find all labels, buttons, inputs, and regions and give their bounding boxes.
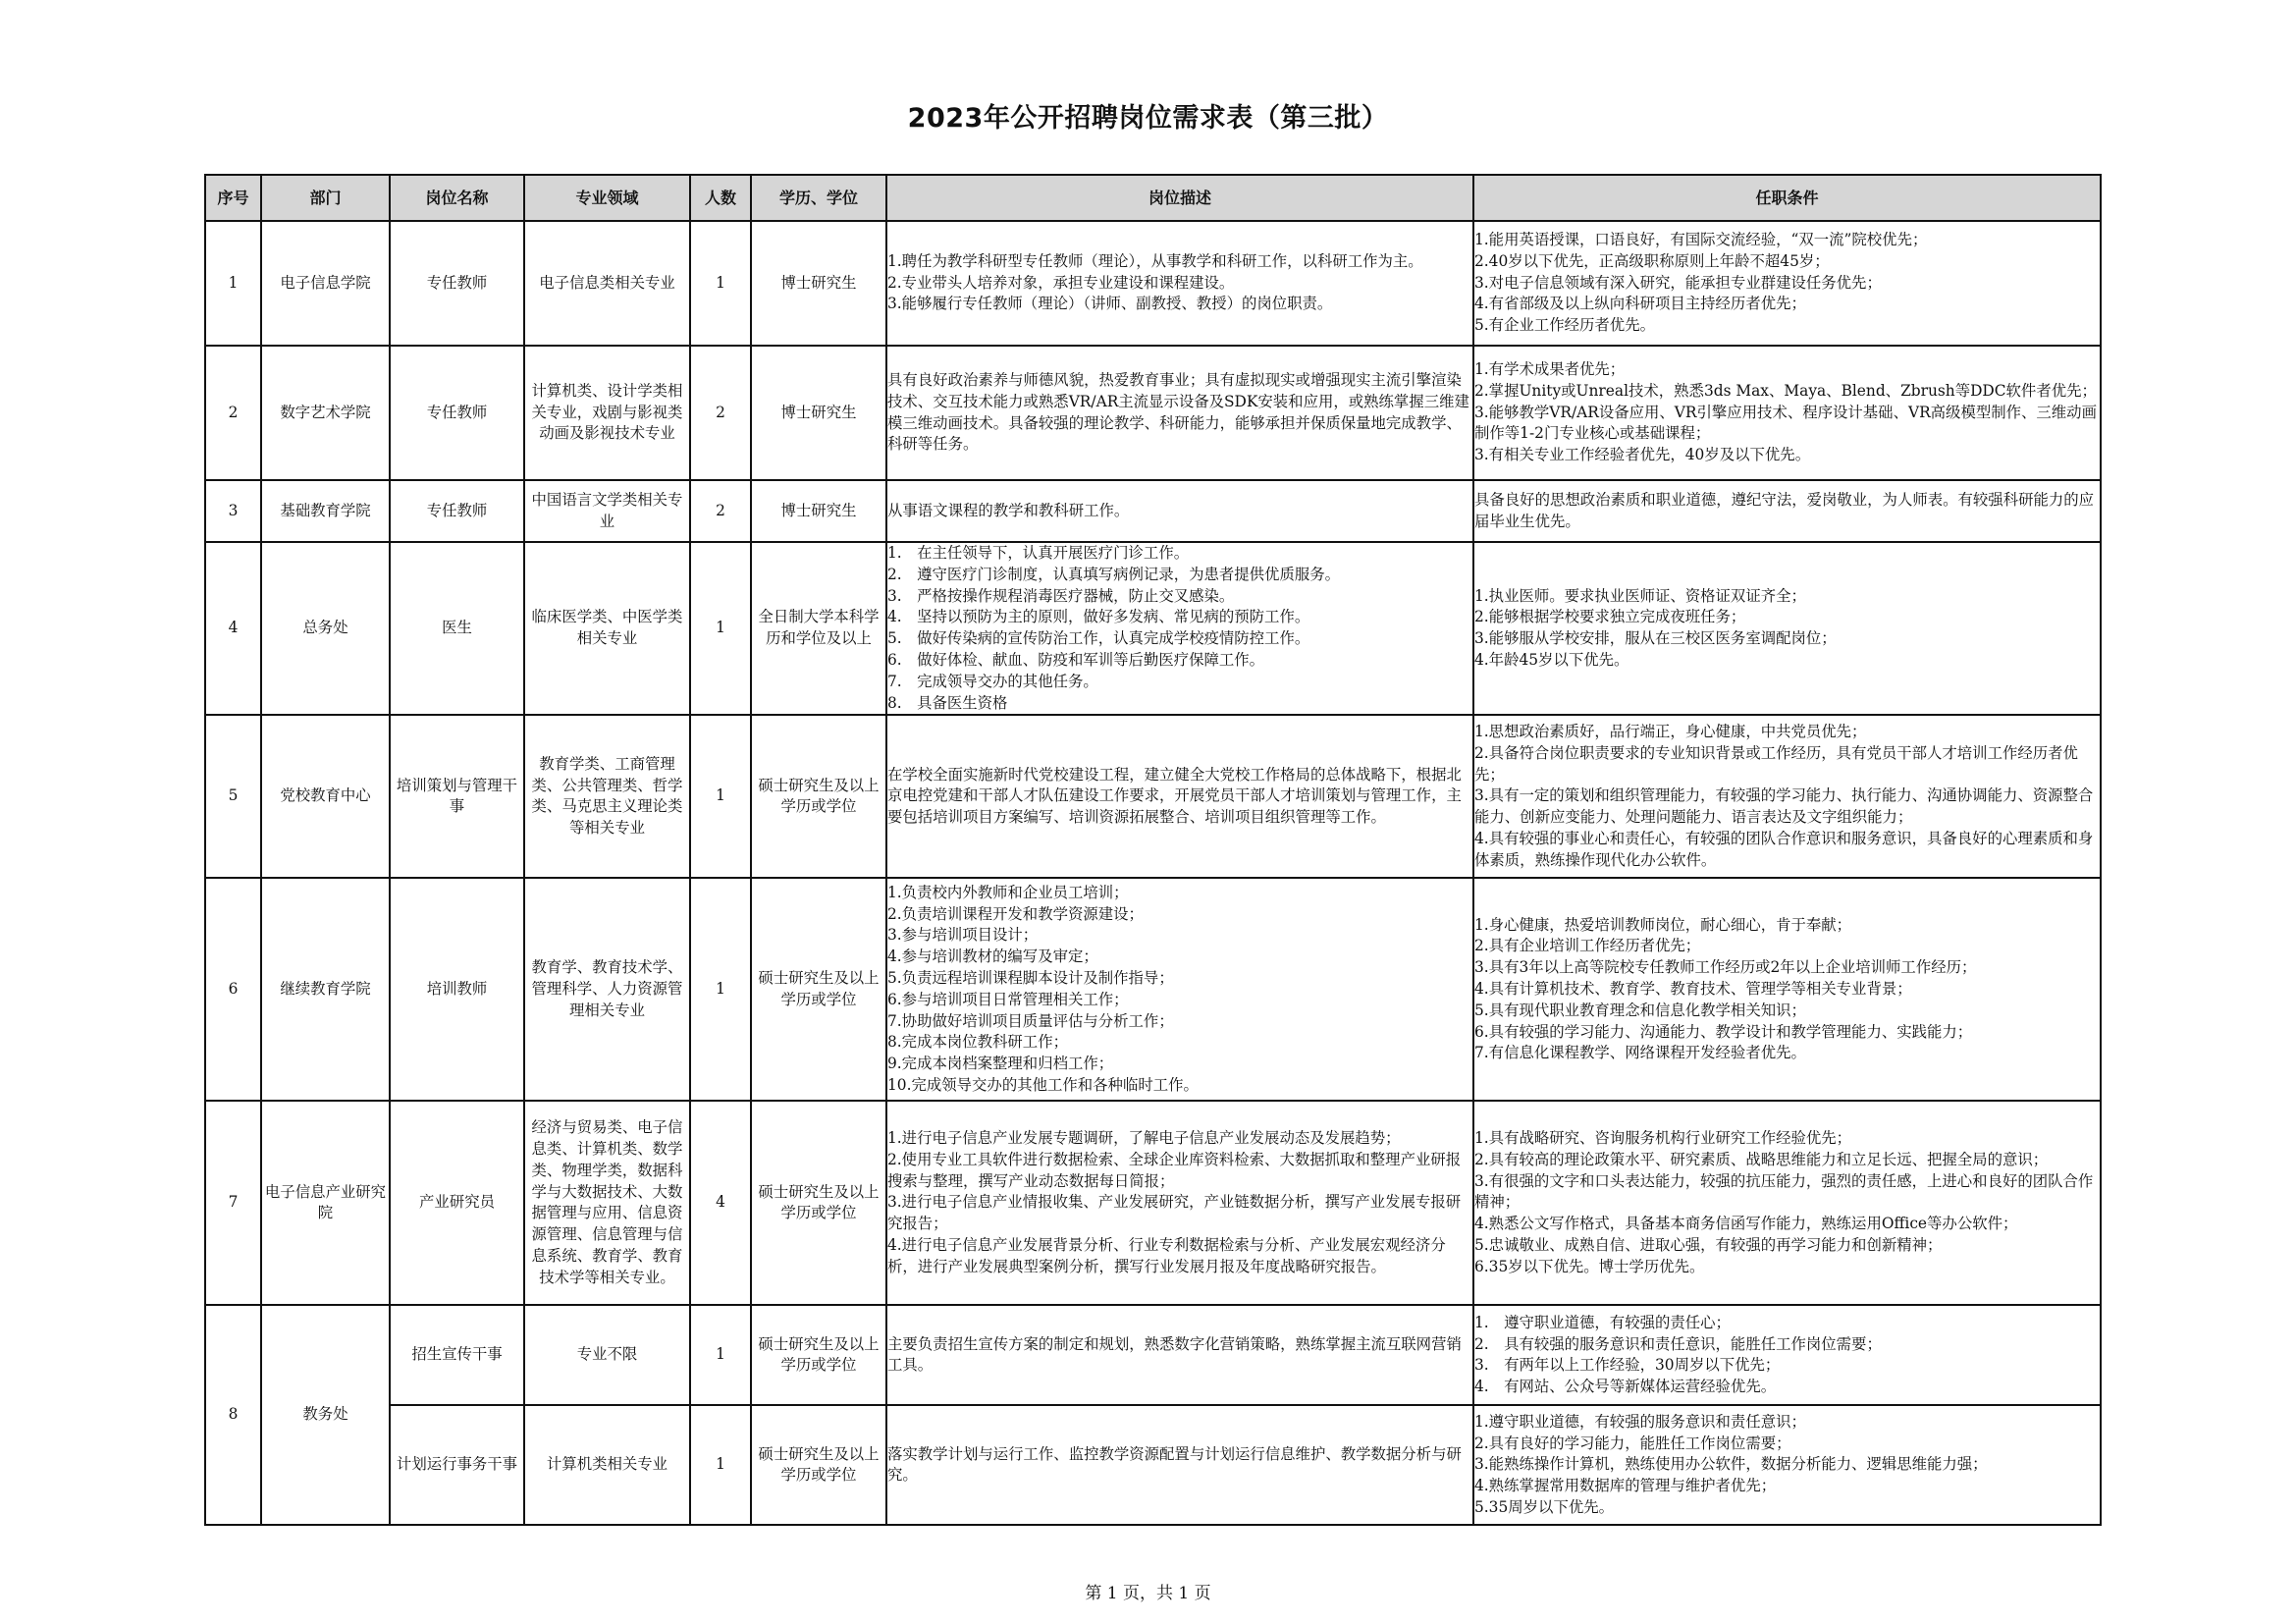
cell-desc-line: 10.完成领导交办的其他工作和各种临时工作。 xyxy=(887,1076,1199,1095)
cell-desc-line: 8. 具备医生资格 xyxy=(887,693,1008,712)
cell-desc-line: 3.进行电子信息产业情报收集、产业发展研究，产业链数据分析，撰写产业发展专报研究报告； xyxy=(887,1193,1462,1233)
cell-count: 4 xyxy=(690,1101,751,1305)
cell-count: 1 xyxy=(690,1405,751,1525)
table-row xyxy=(205,221,2101,346)
cell-req xyxy=(1473,221,2101,346)
cell-req-line: 5.忠诚敬业、成熟自信、进取心强，有较强的再学习能力和创新精神； xyxy=(1474,1236,1943,1255)
cell-seq: 6 xyxy=(205,878,261,1101)
cell-position: 产业研究员 xyxy=(390,1101,524,1305)
cell-req-line: 3.有很强的文字和口头表达能力，较强的抗压能力，强烈的责任感，上进心和良好的团队合作精神； xyxy=(1474,1171,2094,1212)
cell-req-line: 4.年龄45岁以下优先。 xyxy=(1474,650,1629,669)
cell-field: 中国语言文学类相关专业 xyxy=(524,480,690,542)
cell-desc-line: 9.完成本岗档案整理和归档工作； xyxy=(887,1055,1114,1073)
cell-desc-line: 3. 严格按操作规程消毒医疗器械，防止交叉感染。 xyxy=(887,586,1235,605)
cell-req-line: 5.有企业工作经历者优先。 xyxy=(1474,316,1655,335)
cell-req-line: 2.具有企业培训工作经历者优先； xyxy=(1474,937,1701,955)
cell-desc-line: 6. 做好体检、献血、防疫和军训等后勤医疗保障工作。 xyxy=(887,650,1265,669)
cell-count: 2 xyxy=(690,346,751,480)
cell-req xyxy=(1473,1305,2101,1405)
cell-desc-line: 1.进行电子信息产业发展专题调研，了解电子信息产业发展动态及发展趋势； xyxy=(887,1129,1401,1148)
cell-desc-line: 2.专业带头人培养对象，承担专业建设和课程建设。 xyxy=(887,273,1235,292)
cell-req xyxy=(1473,346,2101,480)
table-row xyxy=(205,480,2101,542)
table-row xyxy=(205,346,2101,480)
cell-req-line: 7.有信息化课程教学、网络课程开发经验者优先。 xyxy=(1474,1044,1806,1062)
header-row xyxy=(205,175,2101,221)
cell-count: 1 xyxy=(690,878,751,1101)
cell-desc-line: 1.聘任为教学科研型专任教师（理论），从事教学和科研工作，以科研工作为主。 xyxy=(887,251,1423,270)
cell-desc-line: 1. 在主任领导下，认真开展医疗门诊工作。 xyxy=(887,544,1190,562)
cell-desc-line: 5. 做好传染病的宣传防治工作，认真完成学校疫情防控工作。 xyxy=(887,629,1310,648)
cell-desc-line: 3.能够履行专任教师（理论）（讲师、副教授、教授）的岗位职责。 xyxy=(887,295,1333,313)
cell-req-line: 4.有省部级及以上纵向科研项目主持经历者优先； xyxy=(1474,295,1806,313)
cell-seq: 7 xyxy=(205,1101,261,1305)
table-row xyxy=(205,715,2101,878)
cell-desc xyxy=(886,715,1473,878)
cell-desc-line: 4.进行电子信息产业发展背景分析、行业专利数据检索与分析、产业发展宏观经济分析，进行产业发展典型案例分析，撰写行业发展月报及年度战略研究报告。 xyxy=(887,1236,1446,1275)
cell-desc-line: 在学校全面实施新时代党校建设工程，建立健全大党校工作格局的总体战略下，根据北京电控党建和干部人才队伍建设工作要求，开展党员干部人才培训策划与管理工作，主要包括培训项目方案编写、培训资源拓展整合、培训项目组织管理等工作。 xyxy=(887,765,1462,827)
cell-req-line: 2. 具有较强的服务意识和责任意识，能胜任工作岗位需要； xyxy=(1474,1334,1882,1353)
table-row xyxy=(205,1101,2101,1305)
cell-position: 专任教师 xyxy=(390,346,524,480)
cell-dept: 党校教育中心 xyxy=(261,715,390,878)
cell-req-line: 1.身心健康，热爱培训教师岗位，耐心细心，肯于奉献； xyxy=(1474,915,1852,934)
cell-req-line: 2.能够根据学校要求独立完成夜班任务； xyxy=(1474,608,1746,626)
cell-req-line: 3.具有3年以上高等院校专任教师工作经历或2年以上企业培训师工作经历； xyxy=(1474,958,1977,977)
table-row xyxy=(205,878,2101,1101)
cell-seq: 5 xyxy=(205,715,261,878)
cell-req-line: 5.35周岁以下优先。 xyxy=(1474,1498,1615,1517)
cell-desc-line: 落实教学计划与运行工作、监控教学资源配置与计划运行信息维护、教学数据分析与研究。 xyxy=(887,1444,1462,1485)
cell-req-line: 4.具有计算机技术、教育学、教育技术、管理学等相关专业背景； xyxy=(1474,979,1912,998)
cell-req xyxy=(1473,1405,2101,1525)
header-dept: 部门 xyxy=(261,175,390,221)
cell-req-line: 2.具有较高的理论政策水平、研究素质、战略思维能力和立足长远、把握全局的意识； xyxy=(1474,1150,2049,1168)
cell-desc xyxy=(886,221,1473,346)
cell-desc-line: 2. 遵守医疗门诊制度，认真填写病例记录，为患者提供优质服务。 xyxy=(887,565,1341,583)
cell-desc-line: 主要负责招生宣传方案的制定和规划，熟悉数字化营销策略，熟练掌握主流互联网营销工具。 xyxy=(887,1334,1462,1375)
cell-seq: 2 xyxy=(205,346,261,480)
cell-req-line: 3.有相关专业工作经验者优先，40岁及以下优先。 xyxy=(1474,446,1811,464)
cell-position: 专任教师 xyxy=(390,480,524,542)
cell-desc-line: 2.使用专业工具软件进行数据检索、全球企业库资料检索、大数据抓取和整理产业研报搜索与整理，撰写产业动态数据每日简报； xyxy=(887,1150,1462,1190)
cell-field: 临床医学类、中医学类相关专业 xyxy=(524,542,690,715)
cell-dept: 数字艺术学院 xyxy=(261,346,390,480)
cell-count: 1 xyxy=(690,221,751,346)
cell-desc-line: 1.负责校内外教师和企业员工培训； xyxy=(887,883,1129,901)
header-edu: 学历、学位 xyxy=(751,175,886,221)
cell-req-line: 3.能够服从学校安排，服从在三校区医务室调配岗位； xyxy=(1474,629,1837,648)
cell-position: 培训教师 xyxy=(390,878,524,1101)
cell-req-line: 1. 遵守职业道德，有较强的责任心； xyxy=(1474,1313,1731,1331)
cell-dept: 电子信息学院 xyxy=(261,221,390,346)
header-field: 专业领域 xyxy=(524,175,690,221)
cell-desc xyxy=(886,542,1473,715)
cell-count: 1 xyxy=(690,542,751,715)
cell-req-line: 2.具备符合岗位职责要求的专业知识背景或工作经历，具有党员干部人才培训工作经历者优先； xyxy=(1474,743,2078,784)
cell-seq: 3 xyxy=(205,480,261,542)
cell-desc-line: 7.协助做好培训项目质量评估与分析工作； xyxy=(887,1011,1174,1030)
header-position: 岗位名称 xyxy=(390,175,524,221)
cell-position: 计划运行事务干事 xyxy=(390,1405,524,1525)
header-desc: 岗位描述 xyxy=(886,175,1473,221)
cell-edu: 博士研究生 xyxy=(751,221,886,346)
table-row xyxy=(205,542,2101,715)
cell-position: 专任教师 xyxy=(390,221,524,346)
cell-req-line: 5.具有现代职业教育理念和信息化教学相关知识； xyxy=(1474,1001,1806,1019)
cell-desc-line: 3.参与培训项目设计； xyxy=(887,926,1039,945)
cell-count: 1 xyxy=(690,1305,751,1405)
cell-field: 计算机类、设计学类相关专业，戏剧与影视类动画及影视技术专业 xyxy=(524,346,690,480)
cell-req-line: 1.执业医师。要求执业医师证、资格证双证齐全； xyxy=(1474,586,1806,605)
cell-req-line: 3.具有一定的策划和组织管理能力，有较强的学习能力、执行能力、沟通协调能力、资源整合能力、创新应变能力、处理问题能力、语言表达及文字组织能力； xyxy=(1474,786,2094,827)
cell-edu: 硕士研究生及以上学历或学位 xyxy=(751,1101,886,1305)
cell-dept: 电子信息产业研究院 xyxy=(261,1101,390,1305)
cell-desc-line: 4. 坚持以预防为主的原则，做好多发病、常见病的预防工作。 xyxy=(887,608,1310,626)
cell-req-line: 6.35岁以下优先。博士学历优先。 xyxy=(1474,1257,1705,1275)
cell-count: 2 xyxy=(690,480,751,542)
cell-req-line: 1.遵守职业道德，有较强的服务意识和责任意识； xyxy=(1474,1412,1806,1431)
cell-position: 培训策划与管理干事 xyxy=(390,715,524,878)
cell-desc-line: 具有良好政治素养与师德风貌，热爱教育事业；具有虚拟现实或增强现实主流引擎渲染技术、交互技术能力或熟悉VR/AR主流显示设备及SDK安装和应用，或熟练掌握三维建模三维动画技术。具备较强的理论教学、科研能力，能够承担并保质保量地完成教学、科研等任务。 xyxy=(887,370,1469,454)
cell-edu: 硕士研究生及以上学历或学位 xyxy=(751,1305,886,1405)
cell-field: 教育学、教育技术学、管理科学、人力资源管理相关专业 xyxy=(524,878,690,1101)
header-req: 任职条件 xyxy=(1473,175,2101,221)
cell-desc-line: 7. 完成领导交办的其他任务。 xyxy=(887,672,1098,690)
cell-edu: 硕士研究生及以上学历或学位 xyxy=(751,1405,886,1525)
header-count: 人数 xyxy=(690,175,751,221)
cell-req-line: 1.有学术成果者优先； xyxy=(1474,360,1626,378)
cell-req-line: 具备良好的思想政治素质和职业道德，遵纪守法，爱岗敬业，为人师表。有较强科研能力的应届毕业生优先。 xyxy=(1474,490,2095,530)
cell-req-line: 2.具有良好的学习能力，能胜任工作岗位需要； xyxy=(1474,1434,1791,1452)
cell-desc xyxy=(886,1305,1473,1405)
cell-req xyxy=(1473,878,2101,1101)
cell-desc-line: 8.完成本岗位教科研工作； xyxy=(887,1033,1068,1052)
cell-desc-line: 4.参与培训教材的编写及审定； xyxy=(887,947,1098,966)
page-footer: 第 1 页，共 1 页 xyxy=(1085,1584,1211,1603)
cell-position: 招生宣传干事 xyxy=(390,1305,524,1405)
cell-edu: 博士研究生 xyxy=(751,480,886,542)
cell-field: 教育学类、工商管理类、公共管理类、哲学类、马克思主义理论类等相关专业 xyxy=(524,715,690,878)
cell-req-line: 4.熟悉公文写作格式，具备基本商务信函写作能力，熟练运用Office等办公软件； xyxy=(1474,1215,2018,1233)
cell-req xyxy=(1473,1101,2101,1305)
cell-field: 专业不限 xyxy=(524,1305,690,1405)
cell-req-line: 3.能够教学VR/AR设备应用、VR引擎应用技术、程序设计基础、VR高级模型制作、三维动画制作等1-2门专业核心或基础课程； xyxy=(1474,403,2097,443)
cell-req-line: 4.具有较强的事业心和责任心，有较强的团队合作意识和服务意识，具备良好的心理素质和身体素质，熟练操作现代化办公软件。 xyxy=(1474,830,2094,869)
cell-dept: 基础教育学院 xyxy=(261,480,390,542)
cell-dept: 总务处 xyxy=(261,542,390,715)
cell-req xyxy=(1473,715,2101,878)
cell-field: 电子信息类相关专业 xyxy=(524,221,690,346)
cell-dept: 教务处 xyxy=(261,1305,390,1525)
cell-seq: 8 xyxy=(205,1305,261,1525)
cell-desc xyxy=(886,346,1473,480)
cell-desc xyxy=(886,1405,1473,1525)
cell-edu: 硕士研究生及以上学历或学位 xyxy=(751,878,886,1101)
cell-desc-line: 6.参与培训项目日常管理相关工作； xyxy=(887,990,1129,1008)
cell-edu: 硕士研究生及以上学历或学位 xyxy=(751,715,886,878)
cell-req-line: 3. 有两年以上工作经验，30周岁以下优先； xyxy=(1474,1356,1781,1375)
recruitment-table xyxy=(204,174,2102,1526)
cell-req-line: 2.40岁以下优先，正高级职称原则上年龄不超45岁； xyxy=(1474,251,1830,270)
cell-desc xyxy=(886,480,1473,542)
cell-req xyxy=(1473,542,2101,715)
cell-desc-line: 2.负责培训课程开发和教学资源建设； xyxy=(887,904,1144,923)
table-row xyxy=(205,1305,2101,1405)
cell-req-line: 3.能熟练操作计算机，熟练使用办公软件，数据分析能力、逻辑思维能力强； xyxy=(1474,1455,1988,1474)
table-row xyxy=(205,1405,2101,1525)
cell-req-line: 1.思想政治素质好，品行端正，身心健康，中共党员优先； xyxy=(1474,723,1867,741)
cell-position: 医生 xyxy=(390,542,524,715)
cell-desc xyxy=(886,1101,1473,1305)
cell-desc-line: 5.负责远程培训课程脚本设计及制作指导； xyxy=(887,969,1174,988)
cell-req-line: 3.对电子信息领域有深入研究，能承担专业群建设任务优先； xyxy=(1474,273,1882,292)
page-title: 2023年公开招聘岗位需求表（第三批） xyxy=(907,103,1389,134)
cell-req-line: 1.具有战略研究、咨询服务机构行业研究工作经验优先； xyxy=(1474,1129,1852,1148)
cell-count: 1 xyxy=(690,715,751,878)
header-seq: 序号 xyxy=(205,175,261,221)
cell-desc xyxy=(886,878,1473,1101)
cell-desc-line: 从事语文课程的教学和教科研工作。 xyxy=(887,501,1130,519)
cell-field: 计算机类相关专业 xyxy=(524,1405,690,1525)
cell-req xyxy=(1473,480,2101,542)
cell-edu: 全日制大学本科学历和学位及以上 xyxy=(751,542,886,715)
cell-req-line: 6.具有较强的学习能力、沟通能力、教学设计和教学管理能力、实践能力； xyxy=(1474,1022,1973,1041)
cell-edu: 博士研究生 xyxy=(751,346,886,480)
cell-dept: 继续教育学院 xyxy=(261,878,390,1101)
cell-req-line: 4. 有网站、公众号等新媒体运营经验优先。 xyxy=(1474,1378,1777,1396)
cell-field: 经济与贸易类、电子信息类、计算机类、数学类、物理学类，数据科学与大数据技术、大数据管理与应用、信息资源管理、信息管理与信息系统、教育学、教育技术学等相关专业。 xyxy=(524,1101,690,1305)
cell-req-line: 2.掌握Unity或Unreal技术，熟悉3ds Max、Maya、Blend、Zbrush等DDC软件者优先； xyxy=(1474,381,2097,400)
cell-seq: 1 xyxy=(205,221,261,346)
cell-seq: 4 xyxy=(205,542,261,715)
cell-req-line: 1.能用英语授课，口语良好，有国际交流经验，“双一流”院校优先； xyxy=(1474,231,1928,248)
cell-req-line: 4.熟练掌握常用数据库的管理与维护者优先； xyxy=(1474,1477,1777,1495)
